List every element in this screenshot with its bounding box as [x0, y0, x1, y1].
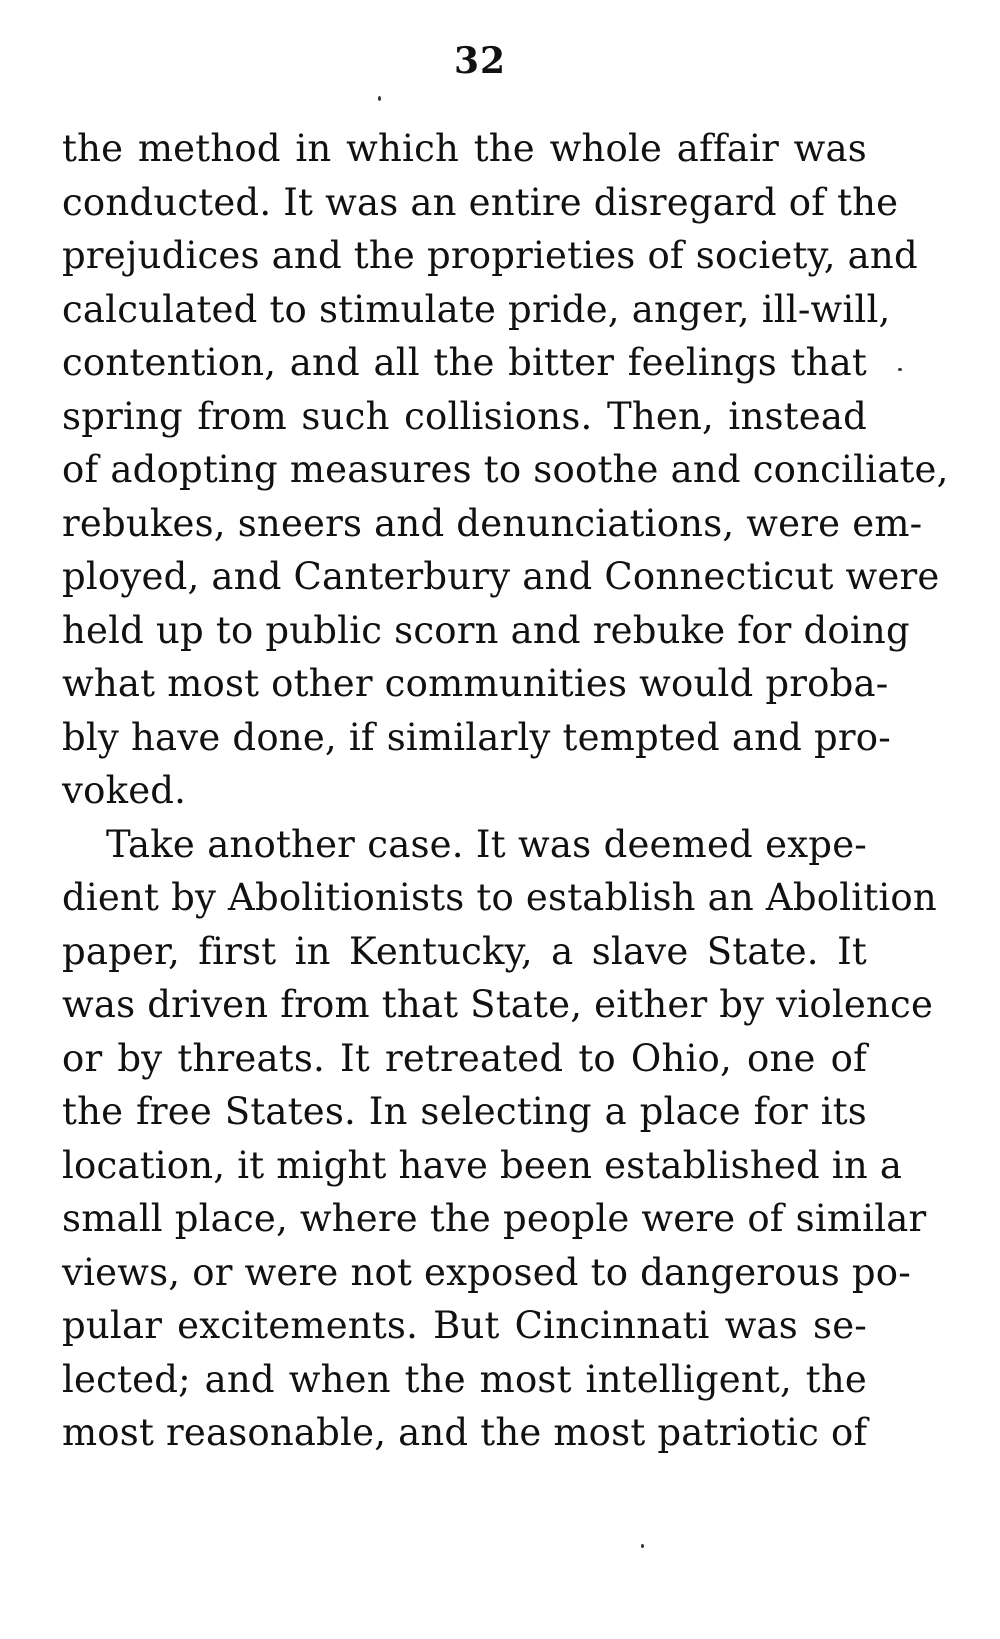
- print-speck: [641, 1544, 644, 1548]
- text-line: conducted. It was an entire disregard of the: [62, 180, 899, 224]
- page-number: 32: [453, 40, 507, 82]
- text-line: views, or were not exposed to dangerous po-: [62, 1250, 911, 1294]
- text-line: of adopting measures to soothe and conciliate,: [62, 448, 949, 491]
- text-line: or by threats. It retreated to Ohio, one of: [62, 1036, 867, 1080]
- text-line: rebukes, sneers and denunciations, were em-: [62, 501, 923, 545]
- paragraph-2: [62, 818, 937, 1460]
- text-line: dient by Abolitionists to establish an Abolition: [62, 876, 937, 919]
- text-line: calculated to stimulate pride, anger, ill-will,: [62, 287, 891, 331]
- text-line: prejudices and the proprieties of society, and: [62, 234, 918, 277]
- text-line: was driven from that State, either by violence: [62, 983, 934, 1026]
- text-line: small place, where the people were of similar: [62, 1197, 927, 1240]
- text-line: lected; and when the most intelligent, the: [62, 1357, 867, 1401]
- paragraph-1: [62, 122, 949, 818]
- text-line: pular excitements. But Cincinnati was se-: [62, 1304, 867, 1347]
- text-line: Take another case. It was deemed expe-: [106, 822, 867, 866]
- text-line: spring from such collisions. Then, instead: [62, 394, 867, 438]
- body-text: [62, 122, 949, 1460]
- text-line: bly have done, if similarly tempted and pro-: [62, 715, 891, 759]
- text-line: location, it might have been established in a: [62, 1143, 903, 1187]
- text-line: the free States. In selecting a place for its: [62, 1090, 867, 1133]
- text-line: what most other communities would proba-: [62, 662, 889, 705]
- print-speck: [378, 96, 381, 101]
- text-line: held up to public scorn and rebuke for doing: [62, 608, 910, 652]
- text-line: paper, first in Kentucky, a slave State. It: [62, 929, 867, 973]
- text-line: voked.: [62, 769, 187, 812]
- text-line: ployed, and Canterbury and Connecticut were: [62, 555, 940, 598]
- print-speck: [898, 368, 902, 371]
- text-line: the method in which the whole affair was: [62, 127, 867, 170]
- text-line: most reasonable, and the most patriotic of: [62, 1411, 868, 1454]
- text-line: contention, and all the bitter feelings that: [62, 341, 867, 384]
